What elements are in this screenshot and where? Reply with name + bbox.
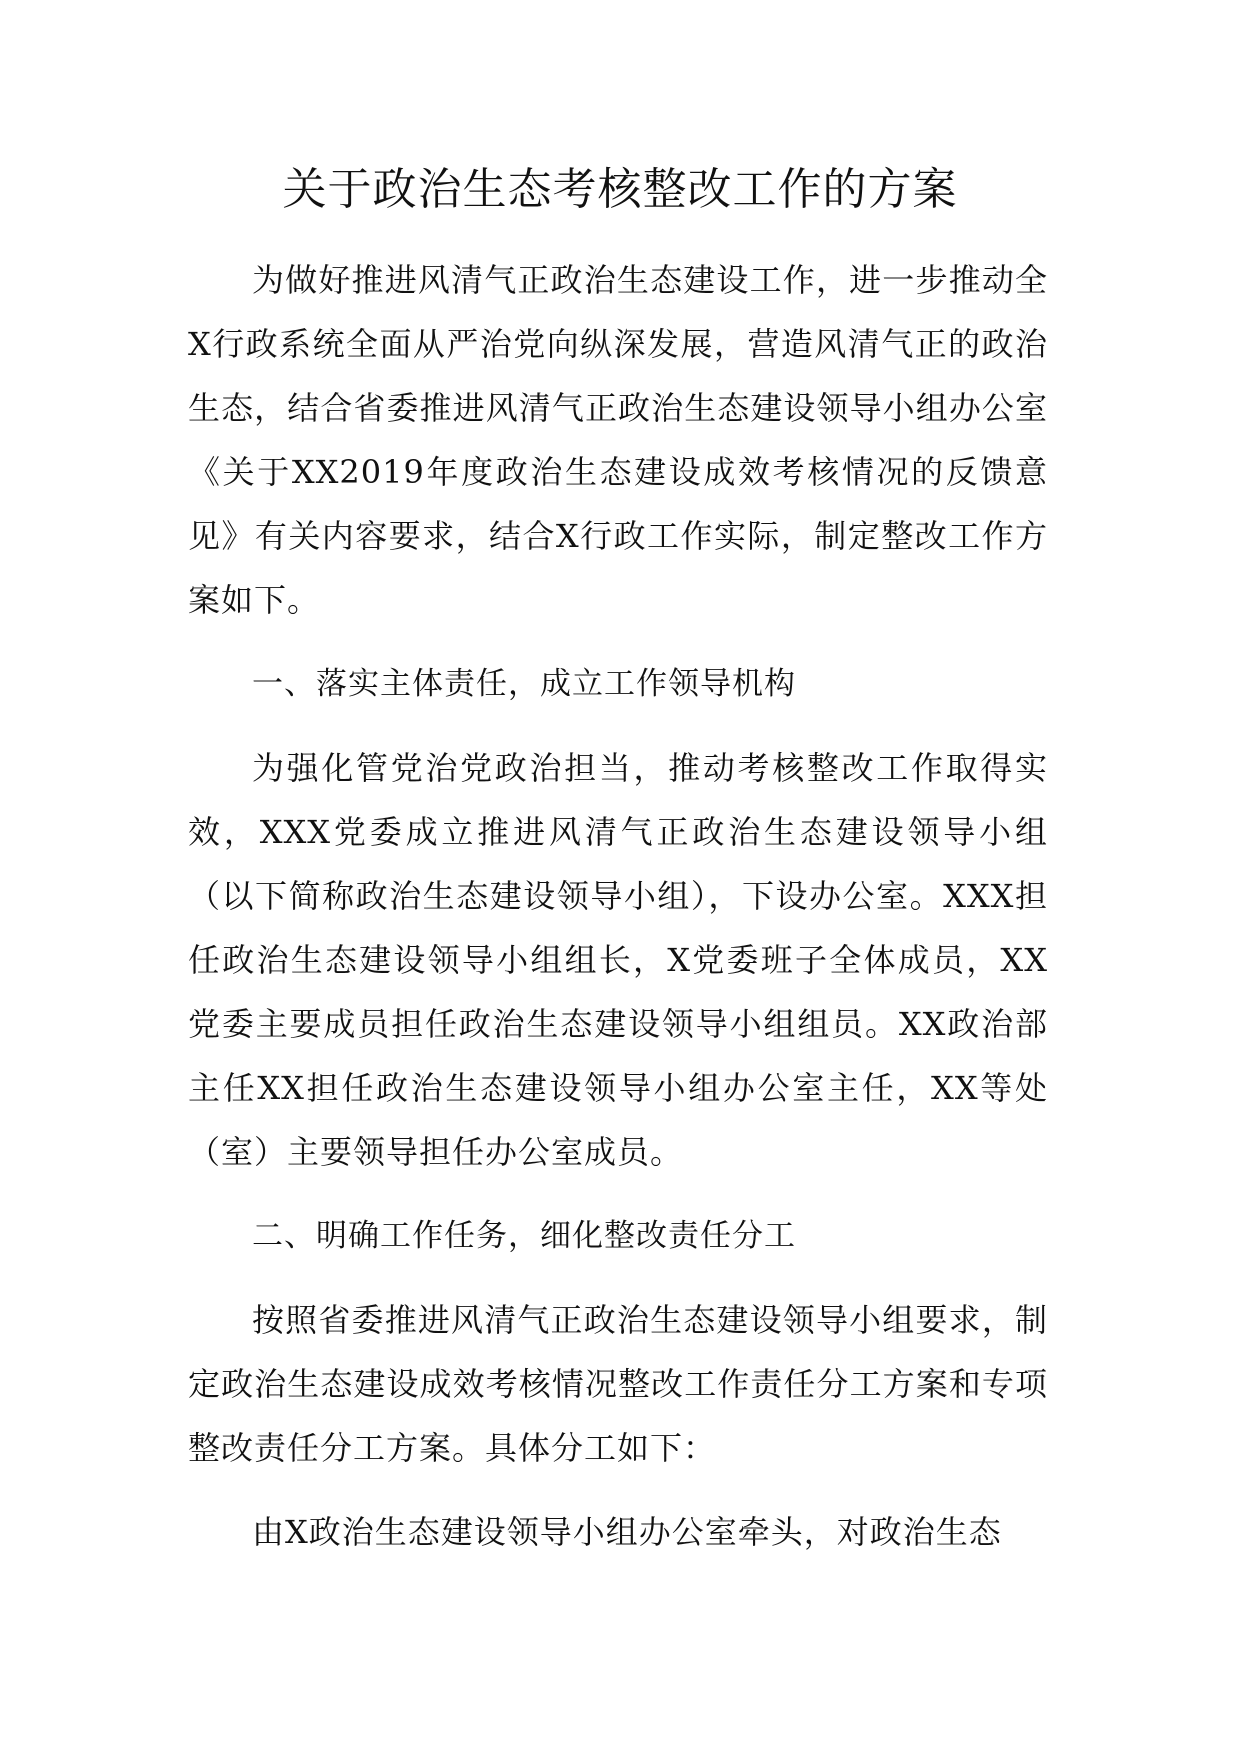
section-heading-2: 二、明确工作任务，细化整改责任分工 bbox=[252, 1218, 796, 1254]
section-2-paragraph: 按照省委推进风清气正政治生态建设领导小组要求，制定政治生态建设成效考核情况整改工作责任分工方案和专项整改责任分工方案。具体分工如下： bbox=[188, 1301, 1048, 1467]
intro-paragraph: 为做好推进风清气正政治生态建设工作，进一步推动全X行政系统全面从严治党向纵深发展，营造风清气正的政治生态，结合省委推进风清气正政治生态建设领导小组办公室《关于XX2019年度政治生态建设成效考核情况的反馈意见》有关内容要求，结合X行政工作实际，制定整改工作方案如下。 bbox=[188, 261, 1048, 619]
section-1-paragraph: 为强化管党治党政治担当，推动考核整改工作取得实效，XXX党委成立推进风清气正政治生态建设领导小组（以下简称政治生态建设领导小组），下设办公室。XXX担任政治生态建设领导小组组长，X党委班子全体成员，XX党委主要成员担任政治生态建设领导小组组员。XX政治部主任XX担任政治生态建设领导小组办公室主任，XX等处（室）主要领导担任办公室成员。 bbox=[188, 749, 1048, 1171]
document-title: 关于政治生态考核整改工作的方案 bbox=[282, 164, 958, 215]
section-2-paragraph-continued: 由X政治生态建设领导小组办公室牵头，对政治生态 bbox=[252, 1513, 1002, 1551]
document-body bbox=[188, 248, 1048, 1584]
section-heading-1: 一、落实主体责任，成立工作领导机构 bbox=[252, 666, 796, 702]
